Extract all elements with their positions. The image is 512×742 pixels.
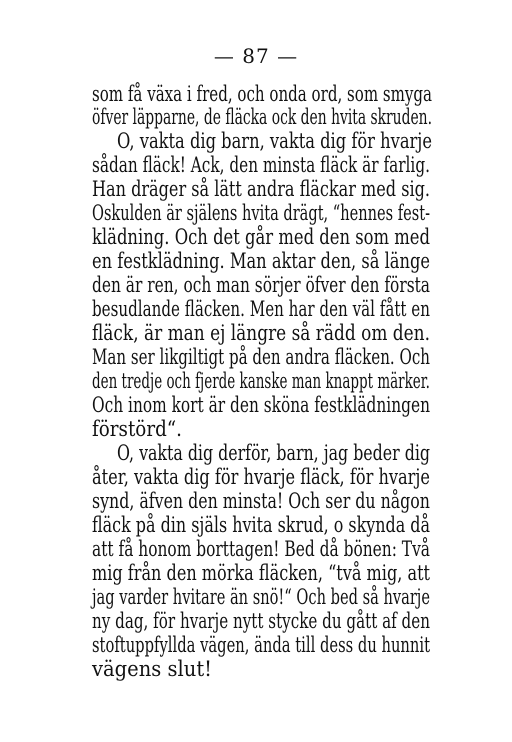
text-line: fläck, är man ej längre så rädd om den. bbox=[92, 321, 431, 346]
text-line: Man ser likgiltigt på den andra fläcken. Och bbox=[92, 345, 430, 370]
text-line: den är ren, och man sörjer öfver den första bbox=[92, 273, 430, 298]
text-line: som få växa i fred, och onda ord, som smyga bbox=[92, 82, 433, 107]
text-line: klädning. Och det går med den som med bbox=[92, 225, 430, 250]
page-number: — 87 — bbox=[213, 44, 299, 68]
text-line: stoftuppfyllda vägen, ända till dess du hunnit bbox=[92, 633, 431, 658]
text-line: förstörd“. bbox=[92, 417, 183, 442]
text-line: åter, vakta dig för hvarje fläck, för hvarje bbox=[92, 465, 431, 490]
text-line: O, vakta dig derför, barn, jag beder dig bbox=[117, 441, 431, 466]
text-line: mig från den mörka fläcken, “två mig, att bbox=[92, 561, 430, 586]
text-line: Han dräger så lätt andra fläckar med sig. bbox=[92, 177, 431, 202]
text-line: öfver läpparne, de fläcka ock den hvita skruden. bbox=[92, 105, 433, 130]
text-line: O, vakta dig barn, vakta dig för hvarje bbox=[117, 129, 433, 154]
text-line: en festklädning. Man aktar den, så länge bbox=[92, 249, 430, 274]
text-line: Oskulden är själens hvita drägt, “hennes fest- bbox=[92, 201, 431, 226]
text-line: sådan fläck! Ack, den minsta fläck är farlig. bbox=[92, 153, 430, 178]
text-line: den tredje och fjerde kanske man knappt märker. bbox=[92, 369, 430, 394]
text-line: vägens slut! bbox=[92, 657, 213, 682]
text-line: synd, äfven den minsta! Och ser du någon bbox=[92, 489, 430, 514]
text-line: besudlande fläcken. Men har den väl fått en bbox=[92, 297, 430, 322]
text-line: ny dag, för hvarje nytt stycke du gått af den bbox=[92, 609, 430, 634]
text-line: att få honom borttagen! Bed då bönen: Två bbox=[92, 537, 431, 562]
text-line: jag varder hvitare än snö!“ Och bed så hvarje bbox=[92, 585, 430, 610]
text-line: fläck på din själs hvita skrud, o skynda då bbox=[92, 513, 431, 538]
text-line: Och inom kort är den sköna festklädningen bbox=[92, 393, 430, 418]
